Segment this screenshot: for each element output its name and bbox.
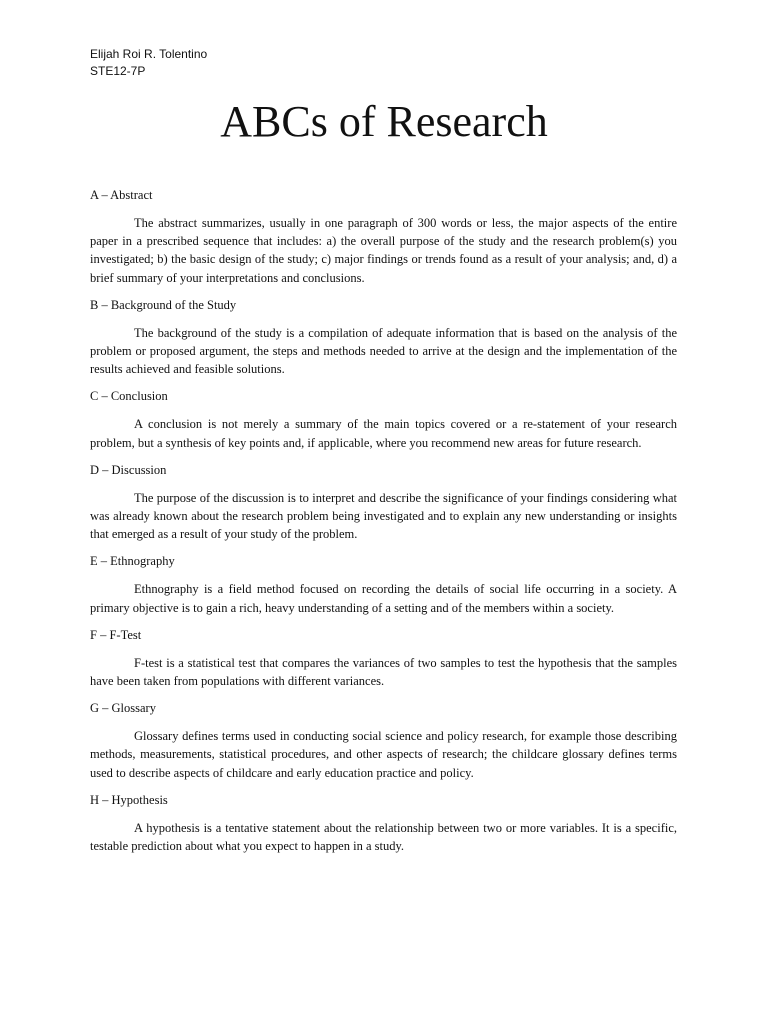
section-heading: G – Glossary [90,701,156,716]
section-heading: A – Abstract [90,188,153,202]
section-paragraph: A hypothesis is a tentative statement about the relationship between two or more variables. It is a specific, testable prediction about what you expect to happen in a study. [90,820,677,854]
section-heading: D – Discussion [90,462,167,477]
section-ethnography [90,552,677,616]
section-paragraph: The background of the study is a compilation of adequate information that is based on the analysis of the problem or proposed argument, the steps and methods needed to arrive at the design and the implementation of the results achieved and feasible solutions. [90,325,677,377]
document-title: ABCs of Research [220,97,548,146]
section-glossary [90,699,677,782]
section-discussion [90,461,677,544]
section-conclusion [90,387,677,451]
author-name: Elijah Roi R. Tolentino [90,47,208,61]
section-f-test [90,626,677,690]
section-heading: F – F-Test [90,627,142,642]
section-heading: C – Conclusion [90,389,168,404]
author-block [90,46,207,80]
section-abstract [90,186,677,287]
section-hypothesis [90,791,677,855]
section-paragraph: Glossary defines terms used in conducting social science and policy research, for example those describing methods, measurements, statistical procedures, and other aspects of research; the childcare glossary defines terms used to describe aspects of childcare and early education practice and policy. [90,729,677,780]
section-background [90,296,677,379]
section-heading: E – Ethnography [90,554,175,569]
section-heading: B – Background of the Study [90,297,237,312]
section-paragraph: The abstract summarizes, usually in one paragraph of 300 words or less, the major aspects of the entire paper in a prescribed sequence that includes: a) the overall purpose of the study and the research problem(s) you investigated; b) the basic design of the study; c) major findings or trends found as a result of your analysis; and, d) a brief summary of your interpretations and conclusions. [90,216,677,285]
section-heading: H – Hypothesis [90,792,168,807]
section-paragraph: F-test is a statistical test that compares the variances of two samples to test the hypothesis that the samples have been taken from populations with different variances. [90,655,677,689]
section-paragraph: Ethnography is a field method focused on recording the details of social life occurring in a society. A primary objective is to gain a rich, heavy understanding of a setting and of the members within a society. [90,582,677,615]
author-section: STE12-7P [90,64,146,78]
section-paragraph: The purpose of the discussion is to interpret and describe the significance of your findings considering what was already known about the research problem being investigated and to explain any new understanding or insights that emerged as a result of your study of the problem. [90,490,677,542]
section-paragraph: A conclusion is not merely a summary of the main topics covered or a re-statement of your research problem, but a synthesis of key points and, if applicable, where you recommend new areas for future research. [90,417,677,450]
document-body [90,186,677,864]
